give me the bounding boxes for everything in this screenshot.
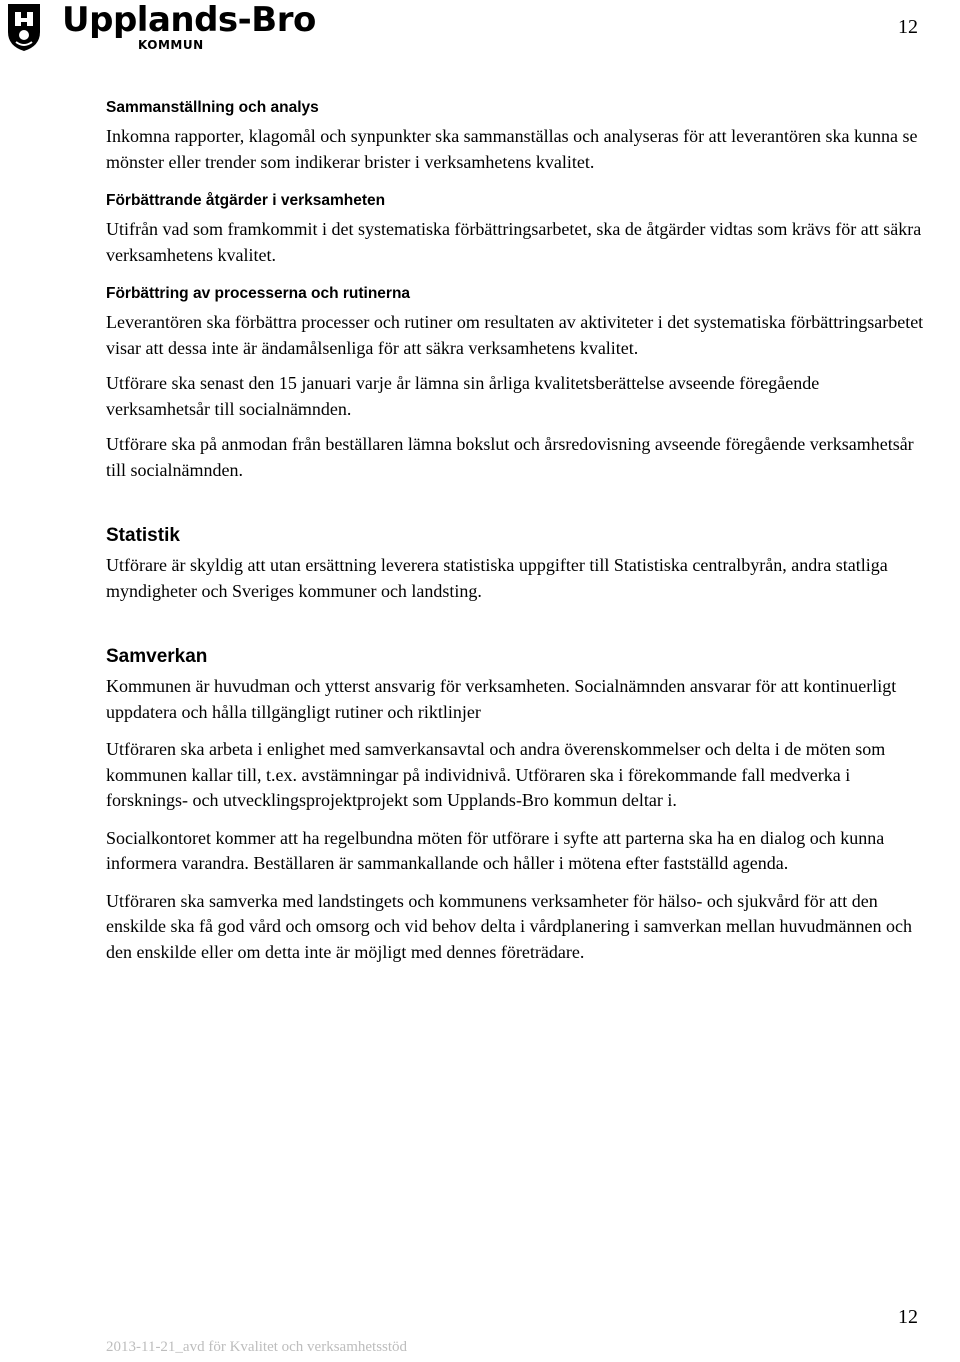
paragraph: Utförare ska på anmodan från beställaren lämna bokslut och årsredovisning avseende föregående verksamhetsår till socialnämnden. <box>106 434 914 480</box>
logo-subtitle: KOMMUN <box>138 38 204 52</box>
heading-forbattrande-atgarder: Förbättrande åtgärder i verksamheten <box>106 192 386 209</box>
heading-sammanstallning: Sammanställning och analys <box>106 99 319 116</box>
paragraph: Kommunen är huvudman och ytterst ansvarig för verksamheten. Socialnämnden ansvarar för att kontinuerligt uppdatera och hålla tillgängligt rutiner och riktlinjer <box>106 676 897 722</box>
heading-forbattring-processer: Förbättring av processerna och rutinerna <box>106 285 411 302</box>
paragraph: Utifrån vad som framkommit i det systematiska förbättringsarbetet, ska de åtgärder vidtas som krävs för att säkra verksamhetens kvalitet. <box>106 219 922 265</box>
footer-doc-label: 2013-11-21_avd för Kvalitet och verksamhetsstöd <box>106 1339 408 1355</box>
paragraph: Inkomna rapporter, klagomål och synpunkter ska sammanställas och analyseras för att leverantören ska kunna se mönster eller trender som indikerar brister i verksamhetens kvalitet. <box>106 126 918 172</box>
logo-wordmark: Upplands-Bro <box>62 0 316 40</box>
heading-samverkan: Samverkan <box>106 646 208 667</box>
page-header <box>0 0 960 60</box>
paragraph: Leverantören ska förbättra processer och rutiner om resultaten av aktiviteter i det systematiska förbättringsarbetet visar att dessa inte är ändamålsenliga för att säkra verksamhetens kvalitet. <box>106 312 924 358</box>
paragraph: Utföraren ska arbeta i enlighet med samverkansavtal och andra överenskommelser och delta i de möten som kommunen kallar till, t.ex. avstämningar på individnivå. Utföraren ska i förekommande fall medverka i forsknings- och utvecklingsprojektprojekt som Upplands-Bro kommun deltar i. <box>106 739 886 810</box>
paragraph: Utförare ska senast den 15 januari varje år lämna sin årliga kvalitetsberättelse avseende föregående verksamhetsår till socialnämnden. <box>106 373 820 419</box>
paragraph: Socialkontoret kommer att ha regelbundna möten för utförare i syfte att parterna ska ha en dialog och kunna informera varandra. Beställaren är sammankallande och håller i mötena efter fastställd agenda. <box>106 827 885 873</box>
upplands-bro-crest-icon <box>4 2 44 52</box>
page-number-top: 12 <box>898 16 918 38</box>
paragraph: Utförare är skyldig att utan ersättning leverera statistiska uppgifter till Statistiska centralbyrån, andra statliga myndigheter och Sveriges kommuner och landsting. <box>106 555 888 601</box>
page-number-bottom: 12 <box>898 1306 918 1328</box>
heading-statistik: Statistik <box>106 525 180 546</box>
document-body <box>106 96 926 965</box>
paragraph: Utföraren ska samverka med landstingets och kommunens verksamheter för hälso- och sjukvård för att den enskilde ska få god vård och omsorg och vid behov delta i vårdplanering i samverkan mellan huvudmännen och den enskilde eller om detta inte är möjligt med dennes företrädare. <box>106 890 912 962</box>
